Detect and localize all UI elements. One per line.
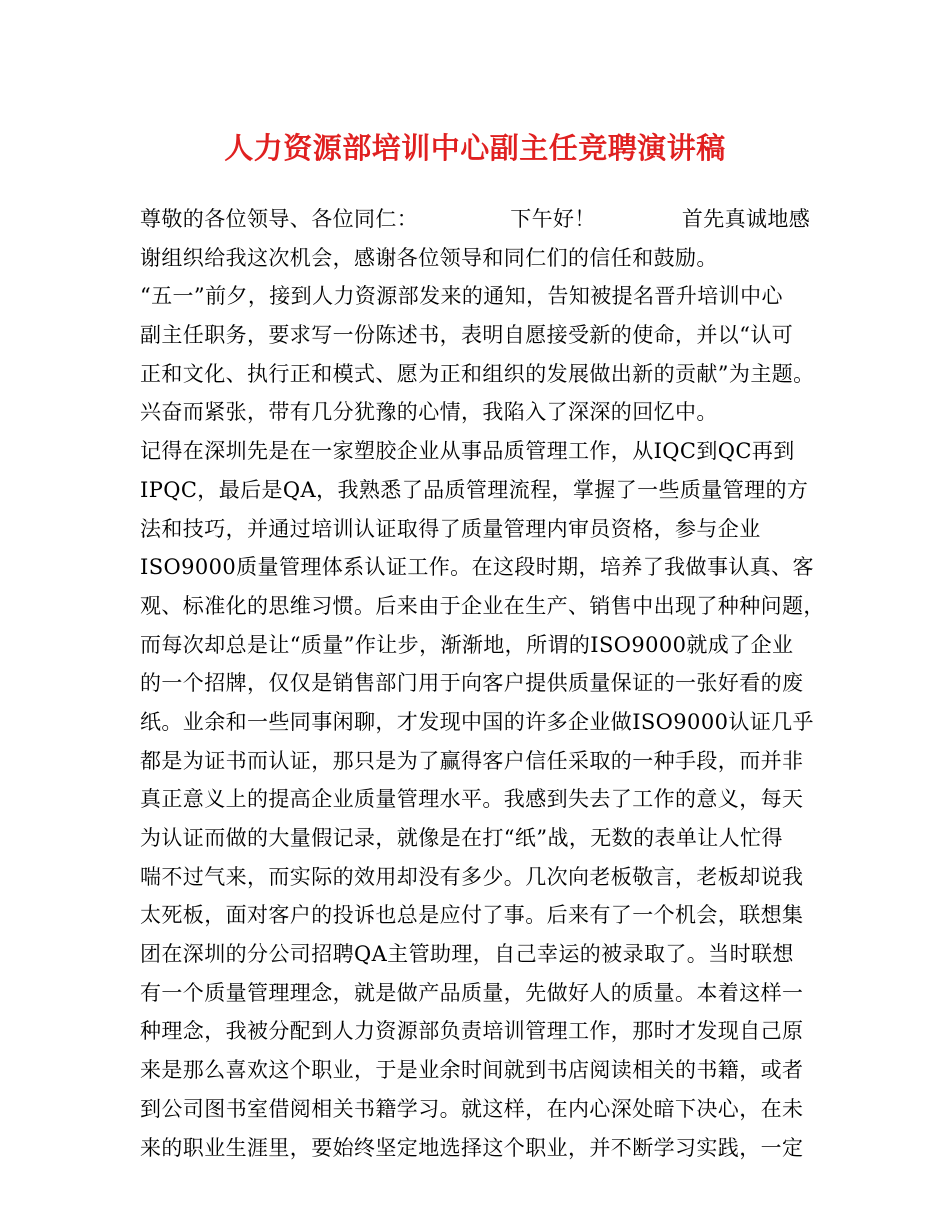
text-line: 种理念，我被分配到人力资源部负责培训管理工作，那时才发现自己原 bbox=[140, 1019, 804, 1044]
text-line: 法和技巧，并通过培训认证取得了质量管理内审员资格，参与企业 bbox=[140, 516, 761, 541]
text-line: 纸。业余和一些同事闲聊，才发现中国的许多企业做ISO9000认证几乎 bbox=[140, 709, 814, 734]
text-line: IPQC，最后是QA，我熟悉了品质管理流程，掌握了一些质量管理的方 bbox=[140, 477, 809, 502]
text-line: “五一”前夕，接到人力资源部发来的通知，告知被提名晋升培训中心 bbox=[140, 284, 783, 309]
text-line: 团在深圳的分公司招聘QA主管助理，自己幸运的被录取了。当时联想 bbox=[140, 942, 794, 967]
page-title: 人力资源部培训中心副主任竞聘演讲稿 bbox=[224, 131, 726, 165]
text-line: 兴奋而紧张，带有几分犹豫的心情，我陷入了深深的回忆中。 bbox=[140, 400, 718, 425]
text-line: 来的职业生涯里，要始终坚定地选择这个职业，并不断学习实践，一定 bbox=[140, 1135, 804, 1160]
text-line: ISO9000质量管理体系认证工作。在这段时期，培养了我做事认真、客 bbox=[140, 555, 814, 580]
text-line: 谢组织给我这次机会，感谢各位领导和同仁们的信任和鼓励。 bbox=[140, 245, 718, 270]
text-line: 正和文化、执行正和模式、愿为正和组织的发展做出新的贡献”为主题。 bbox=[140, 361, 815, 386]
text-line: 到公司图书室借阅相关书籍学习。就这样，在内心深处暗下决心，在未 bbox=[140, 1096, 804, 1121]
text-line: 有一个质量管理理念，就是做产品质量，先做好人的质量。本着这样一 bbox=[140, 980, 804, 1005]
opening-text: 首先真诚地感 bbox=[681, 207, 811, 231]
text-line: 的一个招牌，仅仅是销售部门用于向客户提供质量保证的一张好看的废 bbox=[140, 671, 804, 696]
text-line: 都是为证书而认证，那只是为了赢得客户信任采取的一种手段，而并非 bbox=[140, 748, 804, 773]
text-line: 为认证而做的大量假记录，就像是在打“纸”战，无数的表单让人忙得 bbox=[140, 826, 783, 850]
text-line: 来是那么喜欢这个职业，于是业余时间就到书店阅读相关的书籍，或者 bbox=[140, 1058, 804, 1083]
body-text bbox=[140, 200, 830, 1167]
text-line: 观、标准化的思维习惯。后来由于企业在生产、销售中出现了种种问题， bbox=[140, 593, 825, 618]
afternoon-greeting: 下午好！ bbox=[510, 207, 596, 231]
text-line: 副主任职务，要求写一份陈述书，表明自愿接受新的使命，并以“认可 bbox=[140, 323, 794, 348]
text-line: 喘不过气来，而实际的效用却没有多少。几次向老板敬言，老板却说我 bbox=[140, 864, 804, 889]
greeting-line bbox=[140, 200, 830, 239]
text-line: 真正意义上的提高企业质量管理水平。我感到失去了工作的意义，每天 bbox=[140, 787, 804, 812]
text-line: 太死板，面对客户的投诉也总是应付了事。后来有了一个机会，联想集 bbox=[140, 903, 804, 928]
salutation: 尊敬的各位领导、各位同仁： bbox=[140, 207, 419, 231]
text-line: 记得在深圳先是在一家塑胶企业从事品质管理工作，从IQC到QC再到 bbox=[140, 439, 795, 464]
text-line: 而每次却总是让“质量”作让步，渐渐地，所谓的ISO9000就成了企业 bbox=[140, 632, 794, 657]
